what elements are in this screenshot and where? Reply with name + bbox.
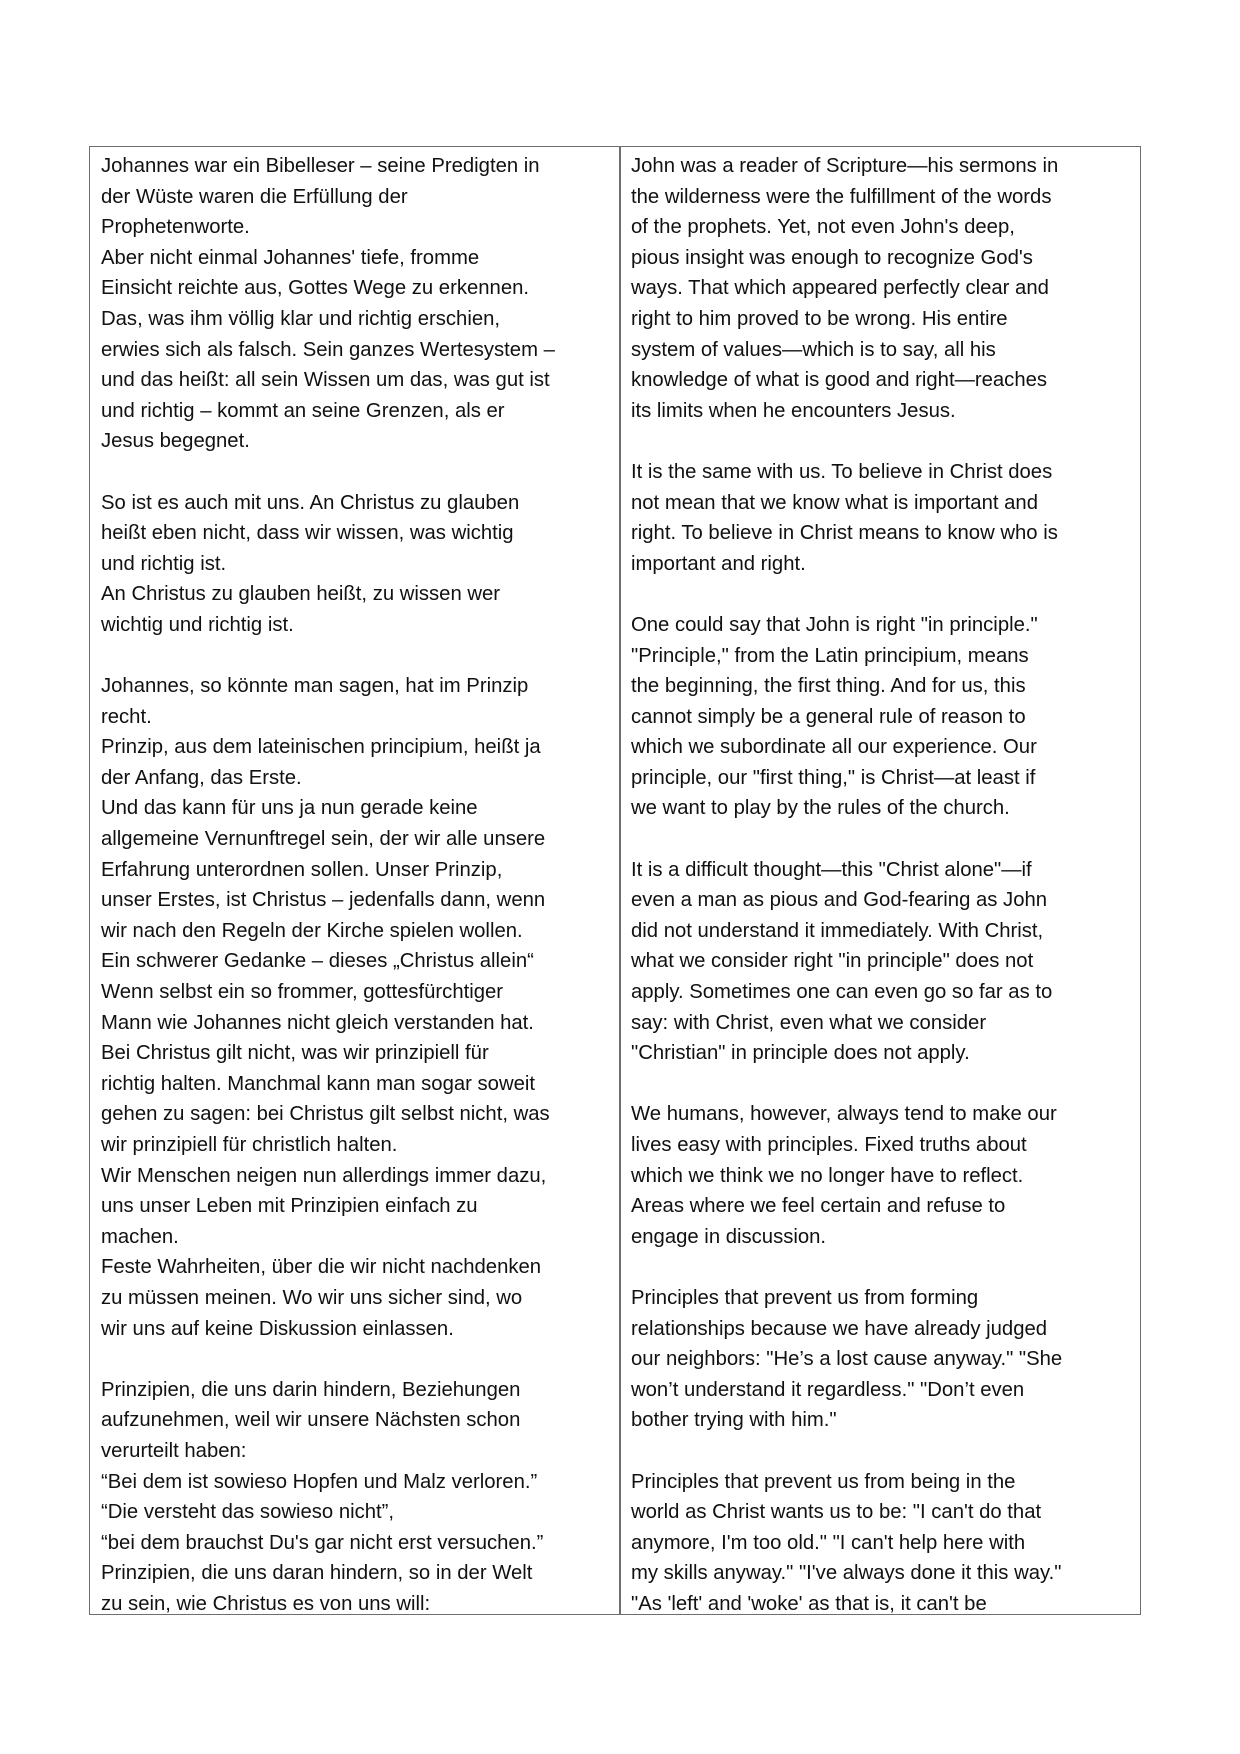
german-text-line: Prinzip, aus dem lateinischen principium, heißt ja: [101, 736, 541, 759]
german-text-line: und richtig – kommt an seine Grenzen, als er: [101, 399, 505, 422]
german-text-line: An Christus zu glauben heißt, zu wissen wer: [101, 583, 501, 606]
english-text-line: John was a reader of Scripture—his sermons in: [631, 155, 1059, 177]
english-text-line: what we consider right "in principle" does not: [631, 950, 1034, 973]
english-text-line: the wilderness were the fulfillment of the words: [631, 185, 1052, 208]
german-text-line: Ein schwerer Gedanke – dieses „Christus allein“: [101, 950, 534, 973]
english-text-line: Principles that prevent us from forming: [631, 1286, 979, 1309]
english-text-line: lives easy with principles. Fixed truths about: [631, 1134, 1027, 1156]
paragraph-gap: [631, 579, 1132, 610]
german-text-line: aufzunehmen, weil wir unsere Nächsten schon: [101, 1409, 521, 1432]
english-text-line: right to him proved to be wrong. His entire: [631, 307, 1008, 330]
german-text-line: zu sein, wie Christus es von uns will:: [101, 1592, 431, 1614]
german-text-line: erwies sich als falsch. Sein ganzes Wertesystem –: [101, 338, 555, 361]
english-text-line: even a man as pious and God-fearing as John: [631, 889, 1048, 912]
german-text-line: Und das kann für uns ja nun gerade keine: [101, 797, 478, 820]
german-text-line: Prophetenworte.: [101, 216, 250, 239]
english-text-line: One could say that John is right "in principle.": [631, 613, 1038, 636]
german-text-line: “Bei dem ist sowieso Hopfen und Malz verloren.”: [101, 1470, 538, 1493]
english-text-line: pious insight was enough to recognize God's: [631, 246, 1033, 269]
german-text-line: machen.: [101, 1225, 179, 1248]
german-text-line: wichtig und richtig ist.: [101, 613, 294, 636]
english-text-line: apply. Sometimes one can even go so far as to: [631, 981, 1053, 1004]
paragraph-gap: [631, 426, 1132, 457]
paragraph-gap: [101, 457, 611, 488]
english-text-line: right. To believe in Christ means to know who is: [631, 522, 1058, 545]
german-text-line: wir prinzipiell für christlich halten.: [101, 1134, 398, 1156]
english-text-line: of the prophets. Yet, not even John's deep,: [631, 216, 1015, 239]
german-text-line: “Die versteht das sowieso nicht”,: [101, 1501, 395, 1524]
english-text-line: It is the same with us. To believe in Christ does: [631, 460, 1053, 483]
german-text-line: und das heißt: all sein Wissen um das, was gut ist: [101, 369, 550, 392]
german-text-line: wir nach den Regeln der Kirche spielen wollen.: [101, 919, 523, 942]
german-text-line: zu müssen meinen. Wo wir uns sicher sind, wo: [101, 1286, 523, 1309]
german-text-line: Einsicht reichte aus, Gottes Wege zu erkennen.: [101, 277, 530, 300]
english-text-line: "Principle," from the Latin principium, means: [631, 644, 1029, 667]
german-text-line: Das, was ihm völlig klar und richtig erschien,: [101, 307, 501, 330]
english-text-line: our neighbors: "He’s a lost cause anyway." "She: [631, 1348, 1063, 1371]
german-text-line: Wenn selbst ein so frommer, gottesfürchtiger: [101, 981, 504, 1004]
german-text-line: richtig halten. Manchmal kann man sogar soweit: [101, 1072, 536, 1095]
german-text-line: uns unser Leben mit Prinzipien einfach zu: [101, 1195, 478, 1218]
english-text-line: not mean that we know what is important and: [631, 491, 1038, 514]
german-text-line: Wir Menschen neigen nun allerdings immer dazu,: [101, 1164, 547, 1187]
paragraph-gap: [631, 824, 1132, 855]
german-text-line: und richtig ist.: [101, 552, 227, 575]
german-text-line: Feste Wahrheiten, über die wir nicht nachdenken: [101, 1256, 542, 1279]
english-text-line: engage in discussion.: [631, 1225, 827, 1248]
english-text-line: we want to play by the rules of the church.: [631, 797, 1010, 820]
english-text-line: which we think we no longer have to reflect.: [631, 1164, 1024, 1187]
english-text-line: won’t understand it regardless." "Don’t even: [631, 1378, 1025, 1401]
english-text-line: say: with Christ, even what we consider: [631, 1011, 987, 1034]
english-text-line: which we subordinate all our experience. Our: [631, 736, 1037, 759]
english-text-line: It is a difficult thought—this "Christ alone"—if: [631, 858, 1032, 881]
english-text-line: world as Christ wants us to be: "I can't do that: [631, 1501, 1042, 1524]
german-text-line: recht.: [101, 705, 152, 728]
english-text-line: anymore, I'm too old." "I can't help here with: [631, 1531, 1026, 1554]
german-text-line: Mann wie Johannes nicht gleich verstanden hat.: [101, 1011, 534, 1034]
paragraph-gap: [101, 1344, 611, 1375]
english-text-line: knowledge of what is good and right—reaches: [631, 369, 1048, 392]
german-text-line: So ist es auch mit uns. An Christus zu glauben: [101, 491, 520, 514]
german-text-line: Jesus begegnet.: [101, 430, 250, 453]
english-text-line: the beginning, the first thing. And for us, this: [631, 675, 1026, 698]
german-column: [90, 147, 621, 1614]
english-text-line: did not understand it immediately. With Christ,: [631, 919, 1044, 942]
english-text-line: Areas where we feel certain and refuse to: [631, 1195, 1006, 1218]
german-text-line: der Anfang, das Erste.: [101, 766, 302, 789]
english-text-line: principle, our "first thing," is Christ—at least if: [631, 766, 1036, 789]
paragraph-gap: [631, 1436, 1132, 1467]
german-text-line: verurteilt haben:: [101, 1439, 247, 1462]
english-text-line: my skills anyway." "I've always done it this way.": [631, 1562, 1062, 1585]
english-text-line: bother trying with him.": [631, 1409, 837, 1432]
german-text-line: Johannes, so könnte man sagen, hat im Prinzip: [101, 675, 529, 698]
german-text-line: allgemeine Vernunftregel sein, der wir alle unsere: [101, 828, 546, 851]
german-text-line: Prinzipien, die uns darin hindern, Beziehungen: [101, 1378, 521, 1401]
english-text-line: cannot simply be a general rule of reason to: [631, 705, 1026, 728]
german-text-line: “bei dem brauchst Du's gar nicht erst versuchen.”: [101, 1531, 544, 1554]
english-text-line: system of values—which is to say, all his: [631, 338, 996, 361]
english-text-line: relationships because we have already judged: [631, 1317, 1048, 1340]
english-text-line: important and right.: [631, 552, 806, 575]
english-text-line: "Christian" in principle does not apply.: [631, 1042, 970, 1065]
german-text-line: Aber nicht einmal Johannes' tiefe, fromme: [101, 246, 480, 269]
german-text-line: Erfahrung unterordnen sollen. Unser Prinzip,: [101, 858, 503, 881]
german-text-line: Bei Christus gilt nicht, was wir prinzipiell für: [101, 1042, 489, 1065]
german-text-line: Prinzipien, die uns daran hindern, so in der Welt: [101, 1562, 533, 1585]
english-text-line: its limits when he encounters Jesus.: [631, 399, 956, 422]
english-text-line: "As 'left' and 'woke' as that is, it can't be: [631, 1592, 987, 1614]
paragraph-gap: [101, 641, 611, 672]
english-text-line: ways. That which appeared perfectly clear and: [631, 277, 1049, 300]
english-text-line: We humans, however, always tend to make our: [631, 1103, 1057, 1126]
english-text-line: Principles that prevent us from being in the: [631, 1470, 1016, 1493]
bilingual-table: [89, 146, 1141, 1615]
german-text-line: gehen zu sagen: bei Christus gilt selbst nicht, was: [101, 1103, 550, 1126]
english-column: [621, 147, 1140, 1614]
german-text-line: unser Erstes, ist Christus – jedenfalls dann, wenn: [101, 889, 546, 912]
german-text-line: wir uns auf keine Diskussion einlassen.: [101, 1317, 454, 1340]
german-text-line: Johannes war ein Bibelleser – seine Predigten in: [101, 155, 540, 177]
paragraph-gap: [631, 1252, 1132, 1283]
german-text-line: der Wüste waren die Erfüllung der: [101, 185, 408, 208]
german-text-line: heißt eben nicht, dass wir wissen, was wichtig: [101, 522, 514, 545]
paragraph-gap: [631, 1069, 1132, 1100]
